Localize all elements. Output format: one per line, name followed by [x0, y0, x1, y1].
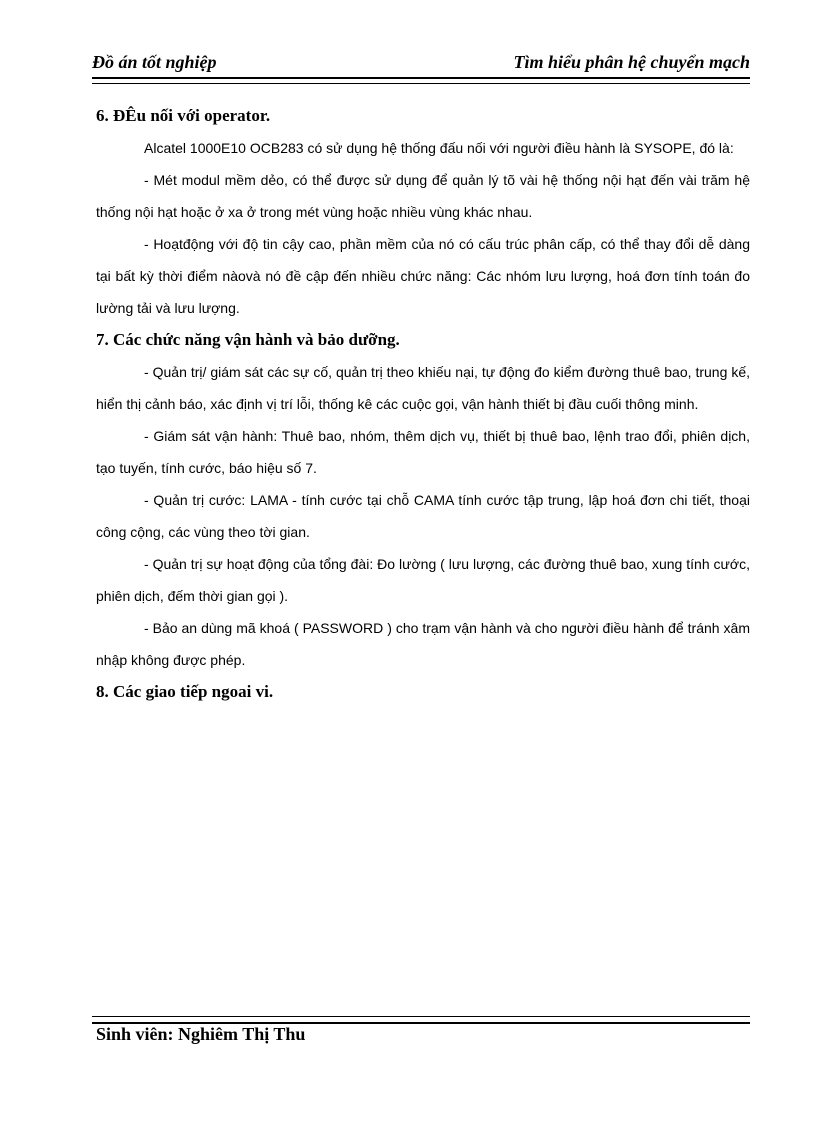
section-7-paragraph: - Quản trị cước: LAMA - tính cước tại chỗ CAMA tính cước tập trung, lập hoá đơn chi tiết, thoại công cộng, các vùng theo tời gian.: [96, 492, 750, 540]
page-header: [92, 52, 750, 76]
footer-divider: [92, 1016, 750, 1024]
document-body: [96, 100, 750, 708]
section-6-heading: 6. ĐÊu nối với operator.: [96, 106, 271, 125]
section-7-paragraph: - Bảo an dùng mã khoá ( PASSWORD ) cho trạm vận hành và cho người điều hành để tránh xâm nhập không được phép.: [96, 620, 750, 668]
section-6-paragraph: Alcatel 1000E10 OCB283 có sử dụng hệ thống đấu nối với người điều hành là SYSOPE, đó là:: [144, 140, 734, 156]
footer-student: Sinh viên: Nghiêm Thị Thu: [96, 1024, 306, 1044]
header-divider: [92, 77, 750, 84]
section-7-paragraph: - Giám sát vận hành: Thuê bao, nhóm, thêm dịch vụ, thiết bị thuê bao, lệnh trao đổi, phiên dịch, tạo tuyến, tính cước, báo hiệu số 7.: [96, 428, 750, 476]
section-6-paragraph: - Mét modul mềm dẻo, có thể được sử dụng để quản lý tõ vài hệ thống nội hạt đến vài trăm hệ thống nội hạt hoặc ở xa ở trong mét vùng hoặc nhiều vùng khác nhau.: [96, 172, 750, 220]
header-right-title: Tìm hiểu phân hệ chuyển mạch: [513, 52, 750, 72]
section-8-heading: 8. Các giao tiếp ngoai vi.: [96, 682, 274, 701]
section-7-paragraph: - Quản trị sự hoạt động của tổng đài: Đo lường ( lưu lượng, các đường thuê bao, xung tính cước, phiên dịch, đếm thời gian gọi ).: [96, 556, 750, 604]
section-7-heading: 7. Các chức năng vận hành và bảo dưỡng.: [96, 330, 400, 349]
header-left-title: Đồ án tốt nghiệp: [92, 52, 217, 72]
section-6-paragraph: - Hoạtđộng với độ tin cậy cao, phần mềm của nó có cấu trúc phân cấp, có thể thay đổi dễ dàng tại bất kỳ thời điểm nàovà nó đề cập đến nhiều chức năng: Các nhóm lưu lượng, hoá đơn tính toán đo lường tải và lưu lượng.: [96, 236, 750, 316]
section-7-paragraph: - Quản trị/ giám sát các sự cố, quản trị theo khiếu nại, tự động đo kiểm đường thuê bao, trung kế, hiển thị cảnh báo, xác định vị trí lỗi, thống kê các cuộc gọi, vận hành thiết bị đầu cuối thông minh.: [96, 364, 750, 412]
